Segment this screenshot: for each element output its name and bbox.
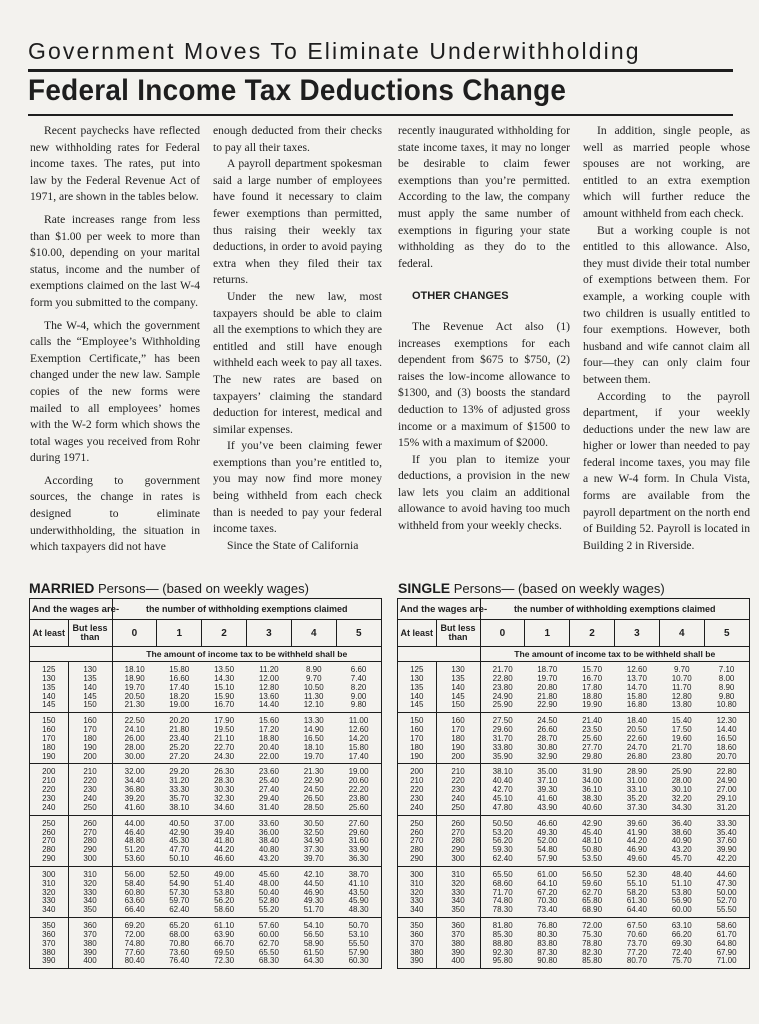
tax-amount-cell: 21.40 23.50 25.60 27.70 29.80: [570, 713, 615, 764]
tax-amount-cell: 49.00 51.40 53.80 56.20 58.60: [202, 866, 247, 917]
tax-amount-cell: 24.50 26.60 28.70 30.80 32.90: [525, 713, 570, 764]
tax-amount-cell: 17.90 19.50 21.10 22.70 24.30: [202, 713, 247, 764]
tax-amount-cell: 18.10 18.90 19.70 20.50 21.30: [112, 662, 157, 713]
table-row-group: [398, 764, 749, 815]
but-less-header: But less than: [436, 620, 480, 647]
paragraph: But a working couple is not entitled to this allowance. Also, they must divide their total number of exemptions between them. For example, a working couple with two children is usually entitled to four exemptions. However, both husband and wife cannot claim all four—they can only claim four between them.: [583, 223, 750, 386]
but-less-cell: 160 170 180 190 200: [68, 713, 112, 764]
paragraph: The Revenue Act also (1) increases exemptions for each dependent from $675 to $750, (2) raises the low-income allowance to $1300, and (3) boosts the standard deduction to 13% of adjusted gross income or a maximum of $1500 to 15% with a maximum of $2000.: [398, 319, 570, 450]
tax-amount-cell: 56.00 58.40 60.80 63.60 66.40: [112, 866, 157, 917]
tax-amount-cell: 18.70 19.70 20.80 21.80 22.90: [525, 662, 570, 713]
article-column-3: [398, 123, 570, 535]
tax-amount-cell: 21.30 22.90 24.50 26.50 28.50: [291, 764, 336, 815]
at-least-cell: 250 260 270 280 290: [398, 815, 436, 866]
tax-amount-cell: 40.50 42.90 45.30 47.70 50.10: [157, 815, 202, 866]
at-least-cell: 350 360 370 380 390: [398, 918, 436, 969]
tax-amount-cell: 42.90 45.40 48.10 50.80 53.50: [570, 815, 615, 866]
tax-amount-cell: 8.90 9.70 10.50 11.30 12.10: [291, 662, 336, 713]
tax-amount-cell: 25.90 28.00 30.10 32.20 34.30: [659, 764, 704, 815]
tax-amount-cell: 38.70 41.10 43.50 45.90 48.30: [336, 866, 381, 917]
tax-amount-cell: 56.50 59.60 62.70 65.80 68.90: [570, 866, 615, 917]
at-least-header: At least: [30, 620, 68, 647]
paragraph: In addition, single people, as well as married people whose spouses are not working, are entitled to an extra exemption which will further reduce the amount withheld from each check.: [583, 124, 750, 220]
tax-amount-cell: 28.90 31.00 33.10 35.20 37.30: [615, 764, 660, 815]
but-less-cell: 130 135 140 145 150: [436, 662, 480, 713]
tax-amount-cell: 61.00 64.10 67.20 70.30 73.40: [525, 866, 570, 917]
at-least-cell: 300 310 320 330 340: [30, 866, 68, 917]
but-less-cell: 360 370 380 390 400: [436, 918, 480, 969]
at-least-cell: 125 130 135 140 145: [30, 662, 68, 713]
table-row-group: [398, 815, 749, 866]
paragraph: enough deducted from their checks to pay all their taxes.: [213, 124, 382, 154]
tax-amount-cell: 76.80 80.30 83.80 87.30 90.80: [537, 921, 558, 966]
article-column-4: [583, 123, 750, 554]
tax-amount-cell: 15.40 17.50 19.60 21.70 23.80: [659, 713, 704, 764]
tax-amount-cell: 6.60 7.40 8.20 9.00 9.80: [336, 662, 381, 713]
tax-amount-cell: 69.20 72.00 74.80 77.60 80.40: [124, 921, 145, 966]
married-withholding-table: [29, 598, 382, 969]
headline: Government Moves To Eliminate Underwithholding: [28, 38, 641, 64]
wages-header: And the wages are-: [398, 599, 480, 620]
paragraph: Since the State of California: [227, 538, 359, 552]
tax-amount-cell: 35.00 37.10 39.30 41.60 43.90: [525, 764, 570, 815]
at-least-cell: 350 360 370 380 390: [30, 918, 68, 969]
tax-amount-cell: 23.60 25.40 27.40 29.40 31.40: [247, 764, 292, 815]
tax-amount-cell: 21.70 22.80 23.80 24.90 25.90: [480, 662, 525, 713]
tax-amount-cell: 12.60 13.70 14.70 15.80 16.80: [615, 662, 660, 713]
exemption-header: 1: [157, 620, 202, 647]
tax-amount-cell: 65.20 68.00 70.80 73.60 76.40: [169, 921, 190, 966]
tax-amount-cell: 11.20 12.00 12.80 13.60 14.40: [247, 662, 292, 713]
tax-amount-cell: 20.20 21.80 23.40 25.20 27.20: [157, 713, 202, 764]
tax-amount-cell: 15.70 16.70 17.80 18.80 19.90: [570, 662, 615, 713]
tax-amount-cell: 45.60 48.00 50.40 52.80 55.20: [247, 866, 292, 917]
tax-amount-cell: 44.00 46.40 48.80 51.20 53.60: [112, 815, 157, 866]
tax-amount-cell: 67.50 70.60 73.70 77.20 80.70: [626, 921, 647, 966]
tax-amount-cell: 15.60 17.20 18.80 20.40 22.00: [247, 713, 292, 764]
but-less-cell: 310 320 330 340 350: [68, 866, 112, 917]
tax-amount-cell: 11.00 12.60 14.20 15.80 17.40: [336, 713, 381, 764]
tax-amount-cell: 46.60 49.30 52.00 54.80 57.90: [525, 815, 570, 866]
article-column-2: [213, 123, 382, 554]
exemptions-header: the number of withholding exemptions claimed: [480, 599, 749, 620]
but-less-cell: 260 270 280 290 300: [436, 815, 480, 866]
exemptions-header: the number of withholding exemptions claimed: [112, 599, 381, 620]
tax-amount-cell: 38.10 40.40 42.70 45.10 47.80: [480, 764, 525, 815]
tax-amount-cell: 29.20 31.20 33.30 35.70 38.10: [157, 764, 202, 815]
exemption-header: 3: [247, 620, 292, 647]
paragraph: The W-4, which the government calls the “Employee’s Withholding Exemption Certificate,” has been changed under the new law. Sample copies of the new forms were mailed to all employees’ homes with the W-2 form which shows the total wages you received from Rohr during 1971.: [30, 318, 200, 465]
exemption-header: 2: [202, 620, 247, 647]
paragraph: If you plan to itemize your deductions, a provision in the new law lets you claim an additional allowance to avoid having too much withheld from your weekly checks.: [398, 452, 570, 533]
tax-amount-cell: 50.50 53.20 56.20 59.30 62.40: [480, 815, 525, 866]
subhead-other-changes: OTHER CHANGES: [412, 290, 509, 303]
tax-amount-cell: 52.30 55.10 58.20 61.30 64.40: [615, 866, 660, 917]
single-withholding-table: [397, 598, 750, 969]
headline-rule: [28, 69, 733, 72]
married-table-caption: MARRIED Persons— (based on weekly wages): [29, 580, 309, 596]
paragraph: Rate increases range from less than $1.00 per week to more than $10.00, depending on your marital status, income and the number of exemptions claimed on the last W-4 form you submitted to the company.: [30, 212, 200, 309]
table-row-group: [30, 918, 381, 969]
at-least-cell: 250 260 270 280 290: [30, 815, 68, 866]
tax-amount-cell: 48.40 51.10 53.80 56.90 60.00: [659, 866, 704, 917]
article-title: Federal Income Tax Deductions Change: [28, 74, 567, 107]
tax-amount-cell: 63.10 66.20 69.30 72.40 75.70: [671, 921, 692, 966]
article-column-1: [30, 123, 200, 556]
tax-amount-cell: 33.60 36.00 38.40 40.80 43.20: [247, 815, 292, 866]
exemption-header: 1: [525, 620, 570, 647]
tax-amount-cell: 81.80 85.30 88.80 92.30 95.80: [492, 921, 513, 966]
table-row-group: [30, 866, 381, 917]
tax-amount-cell: 36.40 38.60 40.90 43.20 45.70: [659, 815, 704, 866]
tax-amount-cell: 44.60 47.30 50.00 52.70 55.50: [704, 866, 749, 917]
tax-amount-cell: 37.00 39.40 41.80 44.20 46.60: [202, 815, 247, 866]
exemption-header: 2: [570, 620, 615, 647]
tax-amount-cell: 27.50 29.60 31.70 33.80 35.90: [480, 713, 525, 764]
tax-amount-cell: 58.60 61.70 64.80 67.90 71.00: [716, 921, 737, 966]
exemption-header: 0: [112, 620, 157, 647]
tax-amount-cell: 19.00 20.60 22.20 23.80 25.60: [336, 764, 381, 815]
at-least-cell: 150 160 170 180 190: [30, 713, 68, 764]
tax-amount-cell: 26.30 28.30 30.30 32.30 34.60: [202, 764, 247, 815]
but-less-cell: 210 220 230 240 250: [436, 764, 480, 815]
tax-amount-cell: 72.00 75.30 78.80 82.30 85.80: [582, 921, 603, 966]
at-least-cell: 200 210 220 230 240: [398, 764, 436, 815]
but-less-cell: 130 135 140 145 150: [68, 662, 112, 713]
but-less-cell: 260 270 280 290 300: [68, 815, 112, 866]
tax-amount-cell: 27.60 29.60 31.60 33.90 36.30: [336, 815, 381, 866]
tax-amount-cell: 39.60 41.90 44.20 46.90 49.60: [615, 815, 660, 866]
tax-amount-cell: 33.30 35.40 37.60 39.90 42.20: [704, 815, 749, 866]
exemption-header: 5: [704, 620, 749, 647]
at-least-cell: 125 130 135 140 145: [398, 662, 436, 713]
paragraph: If you’ve been claiming fewer exemptions than you’re entitled to, you may now find more money being withheld from each check than is needed to pay your federal income taxes.: [213, 439, 382, 536]
single-table-caption: SINGLE Persons— (based on weekly wages): [398, 580, 665, 596]
table-row-group: [30, 713, 381, 764]
tax-amount-cell: 22.50 24.10 26.00 28.00 30.00: [112, 713, 157, 764]
but-less-cell: 360 370 380 390 400: [68, 918, 112, 969]
tax-amount-cell: 52.50 54.90 57.30 59.70 62.40: [157, 866, 202, 917]
at-least-cell: 150 160 170 180 190: [398, 713, 436, 764]
at-least-cell: 300 310 320 330 340: [398, 866, 436, 917]
at-least-header: At least: [398, 620, 436, 647]
tax-amount-cell: 31.90 34.00 36.10 38.30 40.60: [570, 764, 615, 815]
at-least-cell: 200 210 220 230 240: [30, 764, 68, 815]
paragraph: According to government sources, the change in rates is designed to eliminate underwithholding, the situation in which taxpayers did not have: [30, 473, 200, 554]
paragraph: According to the payroll department, if your weekly deductions under the new law are higher or lower than needed to pay federal income taxes, you may file a new W-4 form. In Chula Vista, forms are available from the payroll department on the north end of Building 52. Payroll is located in Building 2 in Riverside.: [583, 389, 750, 552]
amount-header: The amount of income tax to be withheld shall be: [480, 647, 749, 662]
but-less-cell: 160 170 180 190 200: [436, 713, 480, 764]
tax-amount-cell: 12.30 14.40 16.50 18.60 20.70: [704, 713, 749, 764]
tax-amount-cell: 50.70 53.10 55.50 57.90 60.30: [348, 921, 369, 966]
tax-amount-cell: 7.10 8.00 8.90 9.80 10.80: [704, 662, 749, 713]
table-row-group: [30, 764, 381, 815]
exemption-header: 0: [480, 620, 525, 647]
table-row-group: [30, 662, 381, 713]
table-row-group: [398, 866, 749, 917]
amount-header: The amount of income tax to be withheld shall be: [112, 647, 381, 662]
but-less-cell: 310 320 330 340 350: [436, 866, 480, 917]
exemption-header: 4: [291, 620, 336, 647]
table-row-group: [398, 918, 749, 969]
paragraph: Under the new law, most taxpayers should be able to claim all the exemptions to which they are entitled and still have enough withheld each week to pay all taxes. The new rates are based on taxpayers’ claiming the standard deduction for interest, medical and similar expenses.: [213, 289, 382, 436]
exemption-header: 3: [615, 620, 660, 647]
tax-amount-cell: 13.30 14.90 16.50 18.10 19.70: [291, 713, 336, 764]
table-row-group: [398, 662, 749, 713]
tax-amount-cell: 22.80 24.90 27.00 29.10 31.20: [704, 764, 749, 815]
title-rule: [28, 114, 733, 116]
but-less-header: But less than: [68, 620, 112, 647]
paragraph: Recent paychecks have reflected new withholding rates for Federal income taxes. The rates, put into law by the Federal Revenue Act of 1971, are shown in the tables below.: [30, 124, 200, 204]
paragraph: recently inaugurated withholding for state income taxes, it may no longer be desirable to claim fewer exemptions than you’re permitted. According to the law, the company must apply the same number of exemptions in figuring your state withholding as they do to the federal.: [398, 124, 570, 270]
tax-amount-cell: 30.50 32.50 34.90 37.30 39.70: [291, 815, 336, 866]
but-less-cell: 210 220 230 240 250: [68, 764, 112, 815]
paragraph: A payroll department spokesman said a large number of employees have found it necessary to claim fewer exemptions than permitted, thus raising their weekly tax deductions, in order to avoid paying extra when they filed their tax returns.: [213, 157, 382, 287]
exemption-header: 5: [336, 620, 381, 647]
table-row-group: [398, 713, 749, 764]
tax-amount-cell: 9.70 10.70 11.70 12.80 13.80: [659, 662, 704, 713]
tax-amount-cell: 57.60 60.00 62.70 65.50 68.30: [258, 921, 279, 966]
tax-amount-cell: 18.40 20.50 22.60 24.70 26.80: [615, 713, 660, 764]
wages-header: And the wages are-: [30, 599, 112, 620]
tax-amount-cell: 13.50 14.30 15.10 15.90 16.70: [202, 662, 247, 713]
tax-amount-cell: 42.10 44.50 46.90 49.30 51.70: [291, 866, 336, 917]
tax-amount-cell: 32.00 34.40 36.80 39.20 41.60: [112, 764, 157, 815]
table-row-group: [30, 815, 381, 866]
tax-amount-cell: 65.50 68.60 71.70 74.80 78.30: [480, 866, 525, 917]
exemption-header: 4: [659, 620, 704, 647]
tax-amount-cell: 15.80 16.60 17.40 18.20 19.00: [157, 662, 202, 713]
tax-amount-cell: 54.10 56.50 58.90 61.50 64.30: [303, 921, 324, 966]
tax-amount-cell: 61.10 63.90 66.70 69.50 72.30: [214, 921, 235, 966]
